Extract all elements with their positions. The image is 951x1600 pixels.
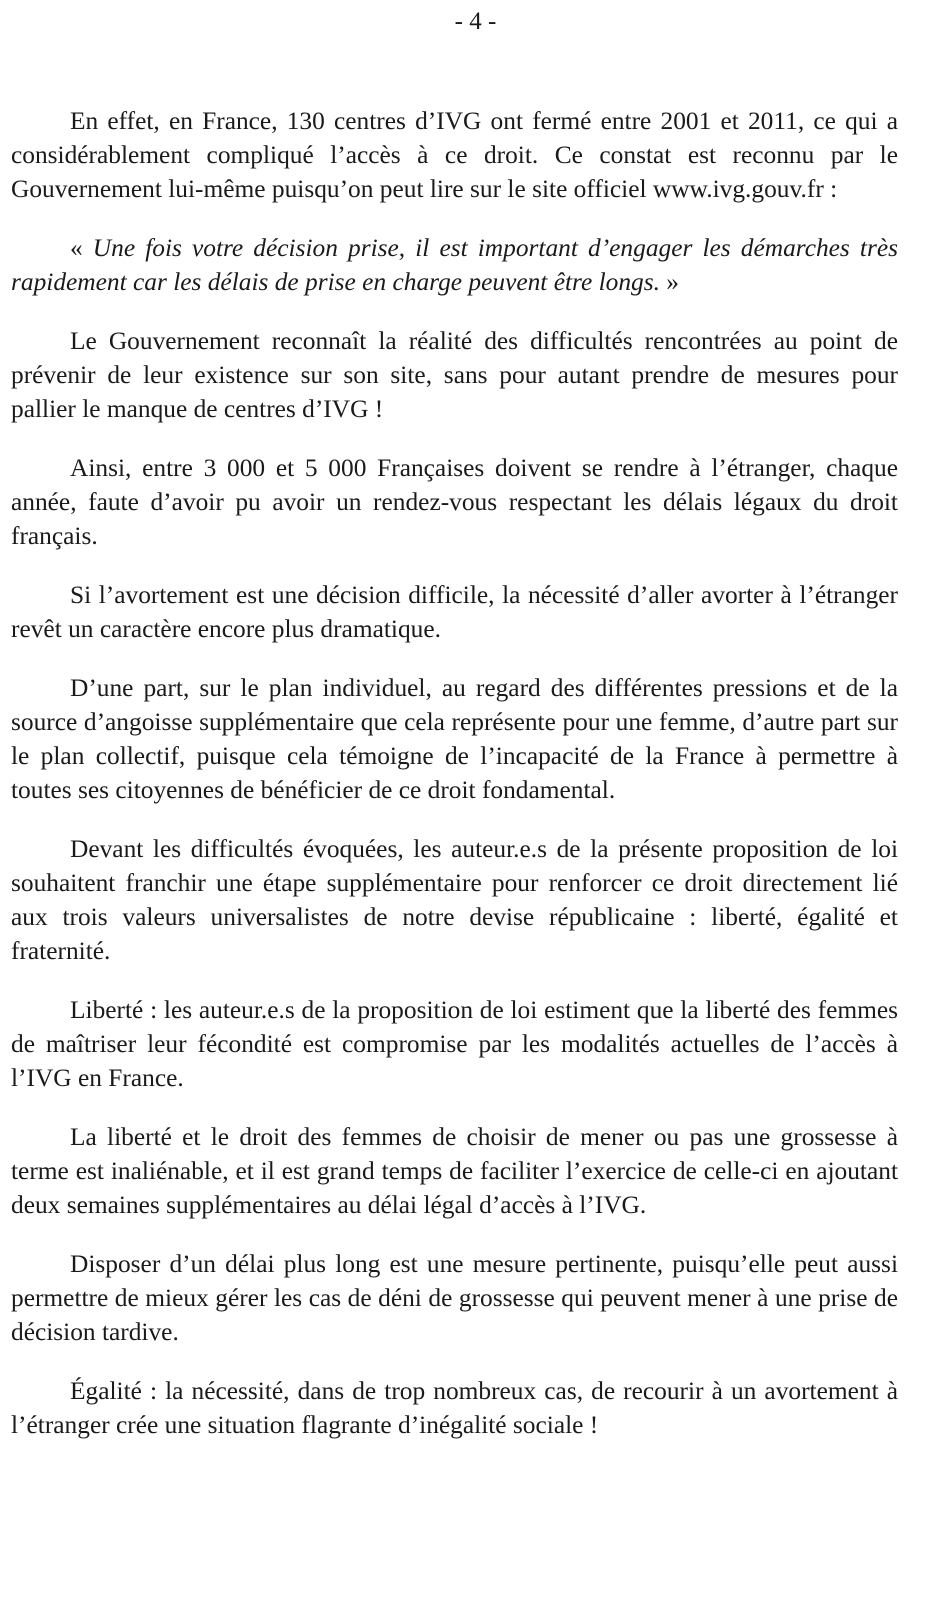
paragraph-liberty: Liberté : les auteur.e.s de la proposition de loi estiment que la liberté des femmes de maîtriser leur fécondité est compromise par les modalités actuelles de l’accès à l’IVG en France.: [11, 996, 898, 1092]
quote-text: Une fois votre décision prise, il est important d’engager les démarches très rapidement car les délais de prise en charge peuvent être longs.: [11, 234, 898, 296]
quote-open-mark: «: [70, 234, 93, 262]
paragraph-difficult-decision: Si l’avortement est une décision difficile, la nécessité d’aller avorter à l’étranger revêt un caractère encore plus dramatique.: [11, 581, 898, 643]
paragraph-equality: Égalité : la nécessité, dans de trop nombreux cas, de recourir à un avortement à l’étranger crée une situation flagrante d’inégalité sociale !: [11, 1377, 898, 1439]
paragraph-right-to-choose: La liberté et le droit des femmes de choisir de mener ou pas une grossesse à terme est inaliénable, et il est grand temps de faciliter l’exercice de celle-ci en ajoutant deux semaines supplémentaires au délai légal d’accès à l’IVG.: [11, 1123, 898, 1219]
paragraph-ivg-centres-closed: En effet, en France, 130 centres d’IVG ont fermé entre 2001 et 2011, ce qui a considérablement compliqué l’accès à ce droit. Ce constat est reconnu par le Gouvernement lui-même puisqu’on peut lire sur le site officiel www.ivg.gouv.fr :: [11, 107, 898, 203]
body-text: [11, 104, 898, 1467]
quote-government-site: [11, 231, 898, 299]
paragraph-government-recognition: Le Gouvernement reconnaît la réalité des difficultés rencontrées au point de prévenir de leur existence sur son site, sans pour autant prendre de mesures pour pallier le manque de centres d’IVG !: [11, 327, 898, 423]
paragraph-republican-values: Devant les difficultés évoquées, les auteur.e.s de la présente proposition de loi souhaitent franchir une étape supplémentaire pour renforcer ce droit directement lié aux trois valeurs universalistes de notre devise républicaine : liberté, égalité et fraternité.: [11, 835, 898, 965]
paragraph-individual-collective: D’une part, sur le plan individuel, au regard des différentes pressions et de la source d’angoisse supplémentaire que cela représente pour une femme, d’autre part sur le plan collectif, puisque cela témoigne de l’incapacité de la France à permettre à toutes ses citoyennes de bénéficier de ce droit fondamental.: [11, 674, 898, 804]
paragraph-women-abroad: Ainsi, entre 3 000 et 5 000 Françaises doivent se rendre à l’étranger, chaque année, faute d’avoir pu avoir un rendez-vous respectant les délais légaux du droit français.: [11, 454, 898, 550]
paragraph-longer-delay: Disposer d’un délai plus long est une mesure pertinente, puisqu’elle peut aussi permettre de mieux gérer les cas de déni de grossesse qui peuvent mener à une prise de décision tardive.: [11, 1250, 898, 1346]
quote-close-mark: »: [659, 268, 679, 296]
page-number: - 4 -: [454, 8, 497, 35]
